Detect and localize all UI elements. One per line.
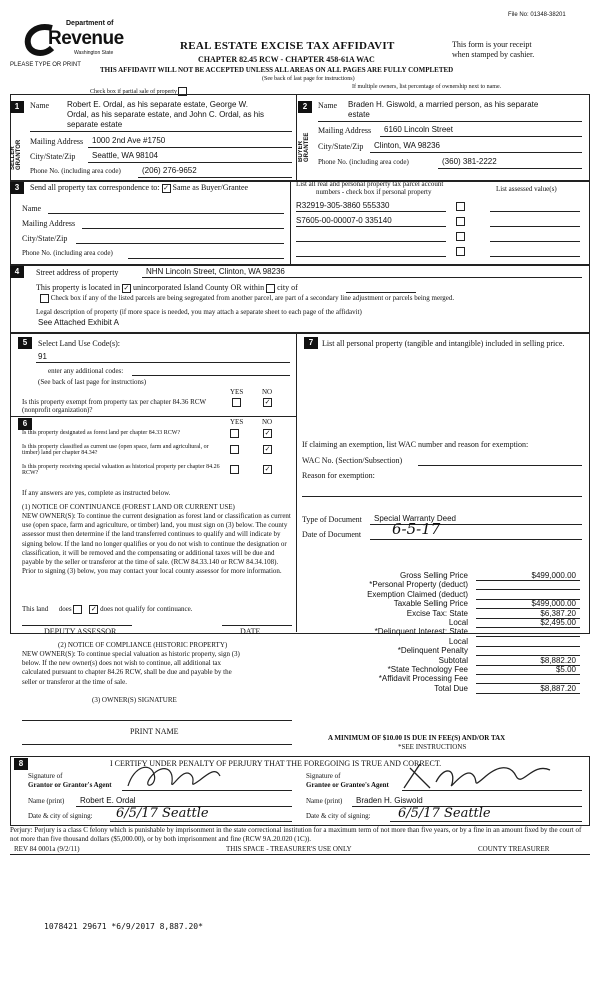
form-title: REAL ESTATE EXCISE TAX AFFIDAVIT xyxy=(180,40,395,52)
grantor-name-print-label: Name (print) xyxy=(28,797,65,805)
grantee-date-city-label: Date & city of signing: xyxy=(306,812,371,820)
seller-city-value: Seattle, WA 98104 xyxy=(92,151,158,160)
historic-no-checkbox[interactable]: ✓ xyxy=(264,465,271,473)
logo-dept-text: Department of xyxy=(66,20,114,27)
historic-yes-checkbox[interactable] xyxy=(230,465,239,474)
buyer-phone-label: Phone No. (including area code) xyxy=(318,158,409,166)
notice-1-body: NEW OWNER(S): To continue the current designation as forest land or classification as current use (open space, farm and agriculture, or timber) land, you must sign on (3) below. The county assessor must then determine if the land transferred continues to qualify and will indicate by signing below. If the land no longer qualifies or you do not wish to continue the designation or classification, it will be removed and the compensating or additional taxes will be due and payable by the seller or transferor at the time of sale. (RCW 84.33.140 or RCW 84.34.108). Prior to signing (3) below, you may contact your local county assessor for more information. xyxy=(22,512,291,576)
corr-city-label: City/State/Zip xyxy=(22,234,68,243)
deputy-assessor-label: DEPUTY ASSESSOR xyxy=(44,627,117,636)
buyer-side-label: BUYER GRANTEE xyxy=(298,132,310,162)
buyer-city-value: Clinton, WA 98236 xyxy=(374,141,440,150)
see-back-5: (See back of last page for instructions) xyxy=(38,378,147,386)
seller-mail-label: Mailing Address xyxy=(30,137,84,146)
this-land-text: This land xyxy=(22,605,49,614)
forest-question: Is this property designated as forest land per chapter 84.33 RCW? xyxy=(22,430,181,436)
tax-row-value: $8,882.20 xyxy=(540,655,576,665)
located-line xyxy=(36,283,298,293)
grantor-date-city-label: Date & city of signing: xyxy=(28,812,93,820)
treasurer-space-label: THIS SPACE - TREASURER'S USE ONLY xyxy=(226,845,352,853)
forest-yes-checkbox[interactable] xyxy=(230,429,239,438)
tax-row-value: $2,495.00 xyxy=(540,618,576,627)
additional-codes-label: enter any additional codes: xyxy=(48,367,124,375)
located-label: This property is located in xyxy=(36,283,120,292)
does-not-text: does not xyxy=(100,605,124,614)
rev-number: REV 84 0001a (9/2/11) xyxy=(14,845,80,853)
tax-row-label: *Delinquent Interest: State xyxy=(374,627,468,637)
partial-sale-text: Check box if partial sale of property xyxy=(90,88,177,95)
does-checkbox[interactable] xyxy=(73,605,82,614)
seller-name-line-3: separate estate xyxy=(67,120,123,129)
tax-row-label: Exemption Claimed (deduct) xyxy=(367,589,468,599)
grantor-agent-label: Grantor or Grantor's Agent xyxy=(28,781,112,789)
buyer-city-label: City/State/Zip xyxy=(318,142,364,151)
buyer-name-label: Name xyxy=(318,101,338,110)
notice-1-title: (1) NOTICE OF CONTINUANCE (FOREST LAND OR CURRENT USE) xyxy=(22,503,235,511)
tax-row-value: $6,387.20 xyxy=(540,608,576,618)
minimum-due: A MINIMUM OF $10.00 IS DUE IN FEE(S) AND/OR TAX xyxy=(328,734,506,742)
current-use-question: Is this property classified as current use (open space, farm and agricultural, or timber) land per chapter 84.34? xyxy=(22,444,209,456)
land-use-value: 91 xyxy=(38,352,47,361)
grantor-sig-label: Signature of xyxy=(28,772,63,780)
section-8-badge: 8 xyxy=(14,758,28,770)
assessed-head: List assessed value(s) xyxy=(496,185,557,193)
seller-mail-value: 1000 2nd Ave #1750 xyxy=(92,136,166,145)
perjury-text: Perjury: Perjury is a class C felony which is punishable by imprisonment in the state correctional institution for a maximum term of not more than five years, or by a fine in an amount fixed by the court of not more than five thousand dollars ($5,000.00), or by both imprisonment and fine (RCW 9A.20.020 (1C)). xyxy=(10,826,582,843)
buyer-name-line-2: estate xyxy=(348,110,370,119)
multiple-owners-note: If multiple owners, list percentage of ownership next to name. xyxy=(352,84,502,90)
tax-row-label: *Affidavit Processing Fee xyxy=(378,674,468,684)
tax-row-label: Local xyxy=(448,618,468,627)
section-5-badge: 5 xyxy=(18,337,32,349)
s5-yes-head: YES xyxy=(230,388,244,396)
legal-label: Legal description of property (if more space is needed, you may attach a separate sheet to each page of the affidavit) xyxy=(36,308,362,316)
logo-state-text: Washington State xyxy=(74,50,114,56)
land-use-label: Select Land Use Code(s): xyxy=(38,339,120,348)
county-treasurer-label: COUNTY TREASURER xyxy=(478,845,550,853)
exempt-yes-checkbox[interactable] xyxy=(232,398,241,407)
legal-value: See Attached Exhibit A xyxy=(38,318,119,327)
form-chapters: CHAPTER 82.45 RCW - CHAPTER 458-61A WAC xyxy=(198,55,375,64)
tax-row-label: Subtotal xyxy=(438,655,468,665)
tax-row-label: Total Due xyxy=(434,683,468,693)
continuance-line xyxy=(22,605,192,614)
exempt-question: Is this property exempt from property tax per chapter 84.36 RCW (nonprofit organization)? xyxy=(22,398,206,414)
s6-yes-head: YES xyxy=(230,418,244,426)
tax-row-label: *State Technology Fee xyxy=(387,665,468,674)
assessor-date-label: DATE xyxy=(240,627,261,636)
see-instructions: *SEE INSTRUCTIONS xyxy=(398,743,467,751)
corr-phone-label: Phone No. (including area code) xyxy=(22,249,113,257)
seller-name-line-1: Robert E. Ordal, as his separate estate, George W. xyxy=(67,100,248,109)
grantor-signature xyxy=(120,760,230,794)
city-of-text: city of xyxy=(277,283,298,292)
doc-date-label: Date of Document xyxy=(302,530,362,539)
exempt-no-checkbox[interactable]: ✓ xyxy=(264,398,271,406)
seller-side-label: SELLER GRANTOR xyxy=(10,139,22,170)
same-as-buyer-checkbox[interactable]: ✓ xyxy=(163,183,169,192)
section-7-badge: 7 xyxy=(304,337,318,349)
section-6-badge: 6 xyxy=(18,418,32,430)
street-value: NHN Lincoln Street, Clinton, WA 98236 xyxy=(146,267,285,276)
grantor-name-print-value: Robert E. Ordal xyxy=(80,796,136,805)
doc-type-label: Type of Document xyxy=(302,515,362,524)
please-type-label: PLEASE TYPE OR PRINT xyxy=(10,62,81,68)
file-number: File No: 01348-38201 xyxy=(508,12,566,18)
grantee-name-print-label: Name (print) xyxy=(306,797,343,805)
s6-no-head: NO xyxy=(262,418,273,426)
parcel-head-1: List all real and personal property tax parcel account xyxy=(296,180,444,188)
section-2-badge: 2 xyxy=(298,101,312,113)
seller-phone-label: Phone No. (including area code) xyxy=(30,167,121,175)
reason-label: Reason for exemption: xyxy=(302,471,375,480)
unincorporated-checkbox[interactable]: ✓ xyxy=(123,283,130,292)
same-as-buyer-text: Same as Buyer/Grantee xyxy=(172,183,249,192)
seller-city-label: City/State/Zip xyxy=(30,152,76,161)
dor-logo xyxy=(18,18,124,62)
section-1-badge: 1 xyxy=(10,101,24,113)
grantee-date-city-value: 6/5/17 Seattle xyxy=(398,806,491,821)
s5-no-head: NO xyxy=(262,388,273,396)
historic-question: Is this property receiving special valuation as historical property per chapter 84.26 RCW? xyxy=(22,464,220,476)
parcel-3-personal-checkbox[interactable] xyxy=(456,232,465,241)
tax-row-value: $5.00 xyxy=(555,665,576,674)
current-use-no-checkbox[interactable]: ✓ xyxy=(264,445,271,453)
does-text: does xyxy=(58,605,72,614)
tax-row-label: *Personal Property (deduct) xyxy=(369,580,468,590)
receipt-line-1: This form is your receipt xyxy=(452,40,532,49)
send-tax-label xyxy=(30,183,248,193)
owner-signature-label: (3) OWNER(S) SIGNATURE xyxy=(92,696,177,704)
tax-row-label: *Delinquent Penalty xyxy=(397,646,468,656)
parcel-4-personal-checkbox[interactable] xyxy=(456,247,465,256)
grantee-sig-label: Signature of xyxy=(306,772,341,780)
tax-row-label: Gross Selling Price xyxy=(399,571,468,580)
parcel-1: R32919-305-3860 555330 xyxy=(296,201,390,210)
exemption-claim-label: If claiming an exemption, list WAC number and reason for exemption: xyxy=(302,440,529,449)
does-not-checkbox[interactable]: ✓ xyxy=(90,605,97,613)
buyer-mail-label: Mailing Address xyxy=(318,126,372,135)
corr-name-label: Name xyxy=(22,204,42,213)
if-any-yes: If any answers are yes, complete as instructed below. xyxy=(22,489,171,497)
grantee-agent-label: Grantee or Grantee's Agent xyxy=(306,781,389,789)
current-use-yes-checkbox[interactable] xyxy=(230,445,239,454)
seller-phone-value: (206) 276-9652 xyxy=(142,166,197,175)
receipt-line-2: when stamped by cashier. xyxy=(452,50,535,59)
seller-name-label: Name xyxy=(30,101,50,110)
section-3-badge: 3 xyxy=(10,182,24,194)
segregated-text: Check box if any of the listed parcels are being segregated from another parcel, are part of a secondary line adjustment or parcels being merged. xyxy=(50,294,455,303)
grantee-name-print-value: Braden H. Giswold xyxy=(356,796,423,805)
tax-row-label: Excise Tax: State xyxy=(406,608,468,618)
see-back-note: (See back of last page for instructions) xyxy=(262,76,355,82)
segregated-checkbox[interactable] xyxy=(40,294,49,303)
personal-property-label: List all personal property (tangible and intangible) included in selling price. xyxy=(322,339,565,348)
tax-row-value: $499,000.00 xyxy=(531,599,576,609)
parcel-2-personal-checkbox[interactable] xyxy=(456,217,465,226)
street-label: Street address of property xyxy=(36,268,119,277)
send-tax-text: Send all property tax correspondence to: xyxy=(30,183,160,192)
print-name-label: PRINT NAME xyxy=(130,727,179,736)
parcel-2: S7605-00-00007-0 335140 xyxy=(296,216,392,225)
seller-name-line-2: Ordal, as his separate estate, and John C. Ordal, as his xyxy=(67,110,264,119)
grantor-date-city-value: 6/5/17 Seattle xyxy=(116,806,209,821)
tax-row-label: Taxable Selling Price xyxy=(393,599,468,609)
forest-no-checkbox[interactable]: ✓ xyxy=(264,429,271,437)
logo-brand-text: Revenue xyxy=(48,28,124,49)
notice-2-title: (2) NOTICE OF COMPLIANCE (HISTORIC PROPERTY) xyxy=(58,641,228,649)
segregated-line xyxy=(40,294,454,303)
doc-date-value: 6-5-17 xyxy=(392,520,441,538)
tax-row-label: Local xyxy=(448,636,468,646)
warning-text: THIS AFFIDAVIT WILL NOT BE ACCEPTED UNLESS ALL AREAS ON ALL PAGES ARE FULLY COMPLETED xyxy=(100,66,454,74)
buyer-phone-value: (360) 381-2222 xyxy=(442,157,497,166)
tax-row-value: $8,887.20 xyxy=(540,683,576,693)
unincorporated-text: unincorporated Island County OR within xyxy=(132,283,265,292)
doc-type-value: Special Warranty Deed xyxy=(374,514,456,523)
tax-row-value: $499,000.00 xyxy=(531,571,576,580)
section-4-badge: 4 xyxy=(10,266,24,278)
buyer-mail-value: 6160 Lincoln Street xyxy=(384,125,453,134)
qualify-text: qualify for continuance. xyxy=(125,605,193,614)
treasurer-stamp: 1078421 29671 *6/9/2017 8,887.20* xyxy=(44,922,203,931)
certify-text: I CERTIFY UNDER PENALTY OF PERJURY THAT THE FOREGOING IS TRUE AND CORRECT. xyxy=(110,759,442,768)
corr-mail-label: Mailing Address xyxy=(22,219,76,228)
buyer-name-line-1: Braden H. Giswold, a married person, as his separate xyxy=(348,100,539,109)
city-of-checkbox[interactable] xyxy=(266,284,275,293)
grantee-signature xyxy=(400,758,560,794)
parcel-head-2: numbers - check box if personal property xyxy=(316,188,432,196)
parcel-1-personal-checkbox[interactable] xyxy=(456,202,465,211)
wac-label: WAC No. (Section/Subsection) xyxy=(302,456,403,465)
notice-2-body: NEW OWNER(S): To continue special valuation as historic property, sign (3) below. If the new owner(s) does not wish to continue, all additional tax calculated pursuant to chapter 84.26 RCW, shall be due and payable by the seller or transferor at the time of sale. xyxy=(22,650,240,686)
